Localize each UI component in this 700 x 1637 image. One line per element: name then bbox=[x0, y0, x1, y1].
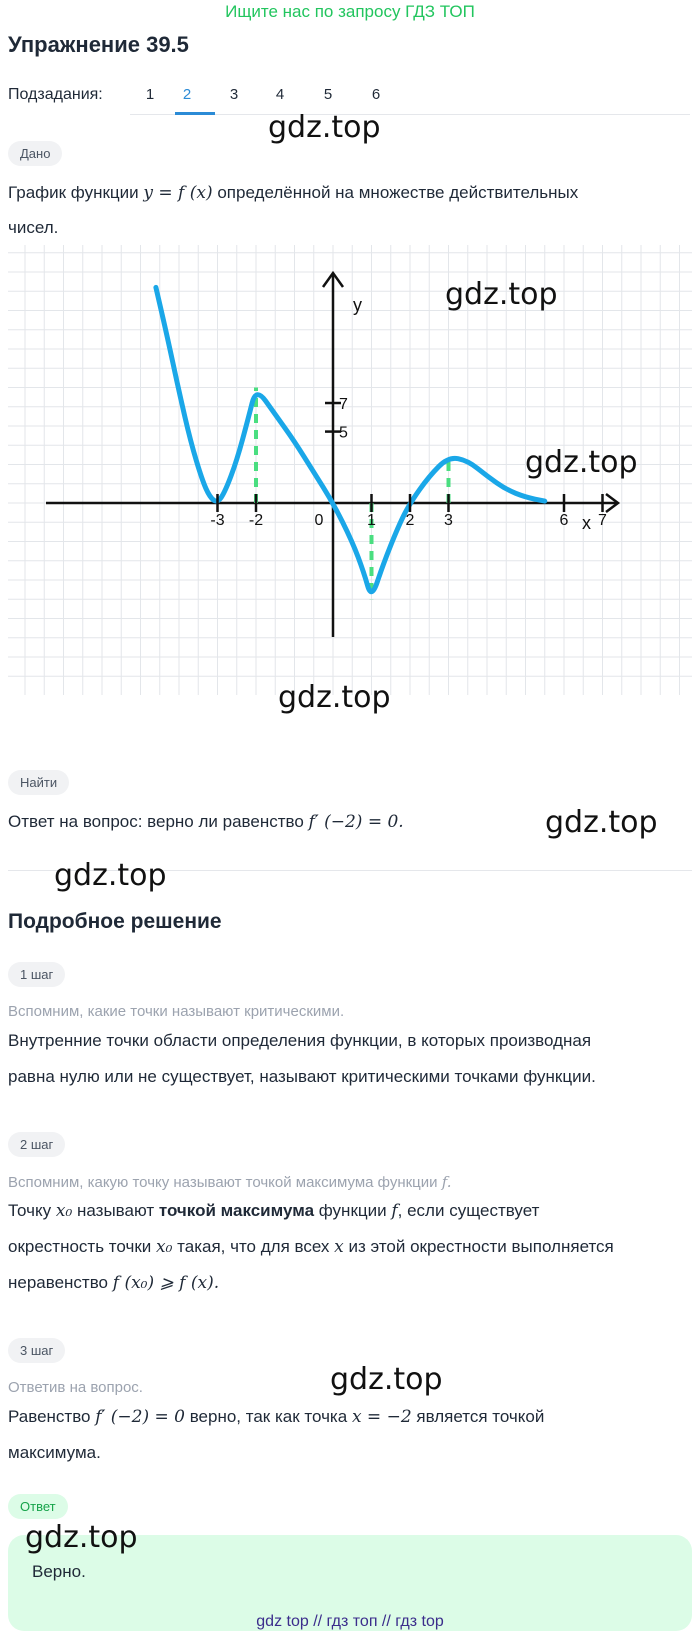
step-2-p2-mid: такая, что для всех bbox=[177, 1237, 330, 1256]
solution-title: Подробное решение bbox=[8, 910, 222, 933]
step-3-line1 bbox=[8, 1399, 544, 1435]
tab-4[interactable]: 4 bbox=[275, 86, 285, 103]
step-2-bold-term: точкой максимума bbox=[158, 1201, 315, 1220]
step-3-p1-mid: верно, так как точка bbox=[189, 1407, 348, 1426]
step-2-badge: 2 шаг bbox=[8, 1132, 65, 1157]
given-formula: y = f (x) bbox=[143, 183, 213, 203]
step-1-line1: Внутренние точки области определения функции, в которых производная bbox=[8, 1031, 592, 1050]
step-2-p1-mid: называют bbox=[77, 1201, 155, 1220]
x-tick-label: 0 bbox=[314, 512, 324, 529]
x-tick-label: 7 bbox=[598, 512, 607, 529]
watermark: gdz.top bbox=[525, 445, 638, 480]
step-3-line2: максимума. bbox=[8, 1443, 101, 1462]
tab-5[interactable]: 5 bbox=[323, 86, 333, 103]
step-1-hint: Вспомним, какие точки называют критическими. bbox=[8, 1003, 345, 1020]
active-tab-indicator bbox=[175, 112, 215, 115]
find-formula: f′ (−2) = 0. bbox=[308, 812, 404, 832]
watermark: gdz.top bbox=[25, 1520, 138, 1555]
step-3-formula: f′ (−2) = 0 bbox=[95, 1407, 185, 1427]
answer-text: Верно. bbox=[32, 1562, 86, 1581]
y-axis-label: y bbox=[353, 295, 362, 315]
answer-badge: Ответ bbox=[8, 1494, 68, 1519]
step-2-line2 bbox=[8, 1229, 614, 1265]
step-2-p3: неравенство bbox=[8, 1273, 109, 1292]
step-3-p1-end: является точкой bbox=[416, 1407, 545, 1426]
tab-1[interactable]: 1 bbox=[145, 86, 155, 103]
x-axis-label: x bbox=[582, 513, 591, 533]
step-2-line1 bbox=[8, 1193, 539, 1229]
x-tick-label: 2 bbox=[405, 512, 415, 529]
step-3-badge: 3 шаг bbox=[8, 1338, 65, 1363]
page-title: Упражнение 39.5 bbox=[8, 32, 189, 57]
watermark: gdz.top bbox=[330, 1362, 443, 1397]
step-2-f: f bbox=[391, 1201, 398, 1221]
watermark: gdz.top bbox=[445, 277, 558, 312]
step-2-hint-text: Вспомним, какую точку называют точкой максимума функции bbox=[8, 1174, 438, 1191]
find-text-main: Ответ на вопрос: верно ли равенство bbox=[8, 812, 304, 831]
step-2-hint bbox=[8, 1173, 452, 1191]
x-tick-label: 6 bbox=[559, 512, 569, 529]
watermark: gdz.top bbox=[278, 680, 391, 715]
footer-links[interactable]: gdz top // гдз топ // гдз top bbox=[256, 1613, 444, 1630]
step-1-line2: равна нулю или не существует, называют критическими точками функции. bbox=[8, 1067, 596, 1086]
step-2-p2-x0: x₀ bbox=[156, 1237, 173, 1257]
subtasks-label: Подзадания: bbox=[8, 86, 103, 103]
watermark: gdz.top bbox=[268, 110, 381, 145]
step-2-p1: Точку bbox=[8, 1201, 52, 1220]
step-2-p2-x: x bbox=[334, 1237, 344, 1257]
y-tick-label: 7 bbox=[339, 396, 348, 414]
subtasks-tabs bbox=[130, 80, 690, 115]
find-text bbox=[8, 804, 404, 840]
y-tick-label: 5 bbox=[339, 424, 348, 442]
step-2-x0: x₀ bbox=[55, 1201, 73, 1221]
step-2-p1-mid2: функции bbox=[318, 1201, 387, 1220]
step-2-line3 bbox=[8, 1265, 219, 1301]
x-tick-label: -2 bbox=[248, 512, 264, 529]
step-2-p2-end: из этой окрестности выполняется bbox=[348, 1237, 614, 1256]
step-2-p2: окрестность точки bbox=[8, 1237, 152, 1256]
given-text-after: определённой на множестве действительных bbox=[217, 183, 579, 202]
x-tick-label: 1 bbox=[367, 512, 376, 529]
x-tick-label: 3 bbox=[444, 512, 453, 529]
given-text-line2: чисел. bbox=[8, 218, 59, 237]
step-2-p1-end: , если существует bbox=[397, 1201, 540, 1220]
step-2-hint-formula: f. bbox=[441, 1173, 452, 1191]
given-badge: Дано bbox=[8, 141, 62, 166]
tab-6[interactable]: 6 bbox=[371, 86, 381, 103]
given-text bbox=[8, 175, 578, 211]
tab-3[interactable]: 3 bbox=[229, 86, 239, 103]
find-badge: Найти bbox=[8, 770, 69, 795]
x-tick-label: -3 bbox=[210, 512, 225, 529]
step-3-p1: Равенство bbox=[8, 1407, 91, 1426]
step-3-formula2: x = −2 bbox=[351, 1407, 412, 1427]
function-curve bbox=[156, 287, 545, 591]
step-3-hint: Ответив на вопрос. bbox=[8, 1379, 143, 1396]
given-text-before: График функции bbox=[8, 183, 139, 202]
watermark: gdz.top bbox=[54, 858, 167, 893]
search-banner: Ищите нас по запросу ГДЗ ТОП bbox=[225, 2, 475, 21]
step-2-p3-formula: f (x₀) ⩾ f (x). bbox=[112, 1273, 220, 1293]
tab-2[interactable]: 2 bbox=[182, 86, 192, 103]
watermark: gdz.top bbox=[545, 805, 658, 840]
function-graph bbox=[8, 245, 692, 715]
step-1-badge: 1 шаг bbox=[8, 962, 65, 987]
